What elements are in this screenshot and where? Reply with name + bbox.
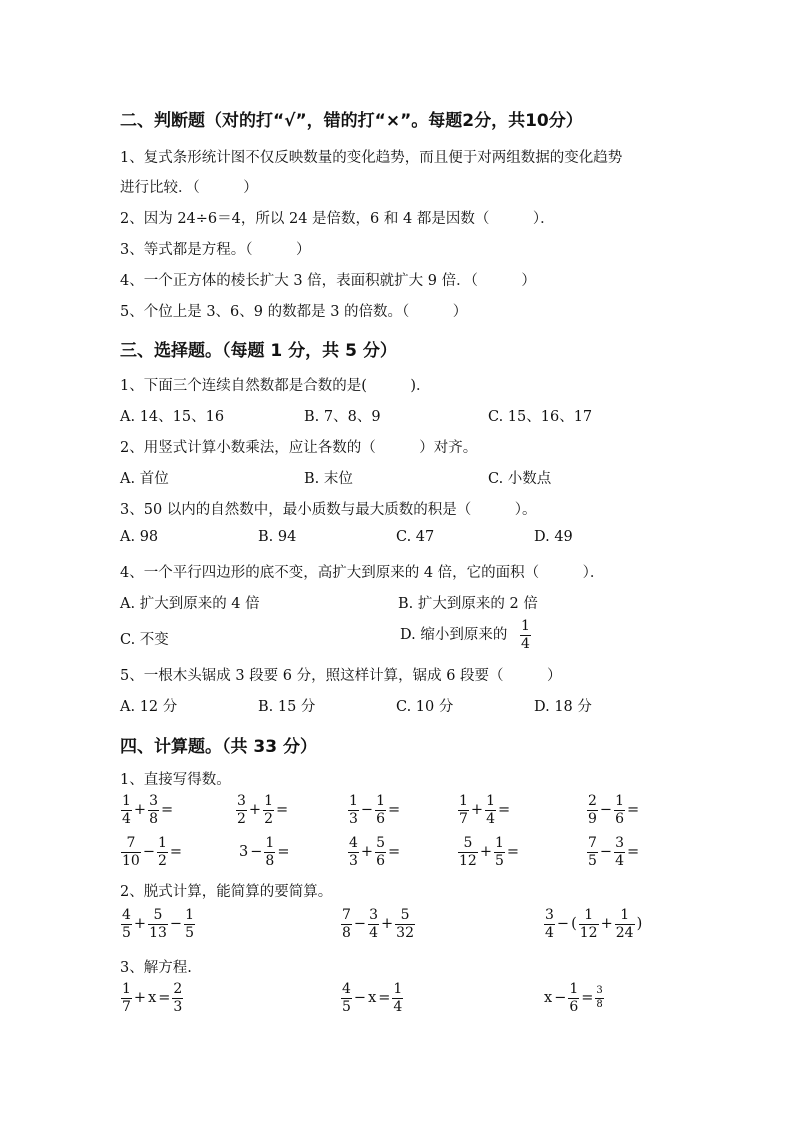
- choice-q3-c: C. 47: [396, 529, 435, 545]
- fraction: $\frac{7}{10}$: [122, 835, 140, 869]
- fraction: $\frac{1}{24}$: [615, 907, 634, 941]
- choice-q3: 3、50 以内的自然数中，最小质数与最大质数的积是（ ）。: [120, 502, 537, 518]
- fraction: $\frac{1}{12}$: [579, 907, 598, 941]
- fraction: $\frac{3}{4}$: [545, 907, 554, 941]
- fraction: $\frac{1}{7}$: [122, 981, 131, 1015]
- fraction: $\frac{2}{3}$: [173, 981, 183, 1015]
- equation-3: x − $\frac{1}{6}$ = $\frac{3}{8}$: [544, 981, 603, 1015]
- choice-q5: 5、一根木头锯成 3 段要 6 分，照这样计算，锯成 6 段要（ ）: [120, 668, 562, 684]
- choice-q4-d-text: D. 缩小到原来的: [400, 627, 508, 644]
- fraction: $\frac{1}{4}$: [122, 793, 131, 827]
- fraction: $\frac{3}{2}$: [237, 793, 246, 827]
- choice-q3-d: D. 49: [534, 529, 573, 545]
- fraction: $\frac{1}{4}$: [486, 793, 495, 827]
- choice-q1: 1、下面三个连续自然数都是合数的是( )．: [120, 378, 431, 394]
- fraction: $\frac{1}{7}$: [459, 793, 468, 827]
- fraction: $\frac{3}{4}$: [369, 907, 378, 941]
- fraction: $\frac{4}{5}$: [342, 981, 351, 1015]
- fraction: $\frac{2}{9}$: [588, 793, 597, 827]
- equation-2: $\frac{4}{5}$ − x = $\frac{1}{4}$: [342, 981, 403, 1015]
- choice-q2-b: B. 末位: [304, 471, 353, 487]
- section-2-title: 二、判断题（对的打“√”，错的打“×”。每题2分，共10分）: [120, 111, 583, 131]
- fraction: $\frac{1}{6}$: [376, 793, 385, 827]
- choice-q4: 4、一个平行四边形的底不变，高扩大到原来的 4 倍，它的面积（ ）．: [120, 565, 605, 581]
- fraction: $\frac{5}{13}$: [149, 907, 167, 941]
- judge-item-5: 5、个位上是 3、6、9 的数都是 3 的倍数。（ ）: [120, 304, 468, 320]
- expr-6: $\frac{7}{10}$ − $\frac{1}{2}$ =: [122, 835, 183, 869]
- section-4-title: 四、计算题。（共 33 分）: [120, 737, 317, 757]
- fraction: $\frac{3}{8}$: [596, 985, 603, 1010]
- expr-9: $\frac{5}{12}$ + $\frac{1}{5}$ =: [459, 835, 520, 869]
- fraction: $\frac{1}{8}$: [265, 835, 275, 869]
- expr-3: $\frac{1}{3}$ − $\frac{1}{6}$ =: [349, 793, 401, 827]
- calc-sub-2: 2、脱式计算，能简算的要简算。: [120, 884, 333, 900]
- fraction: $\frac{3}{4}$: [615, 835, 624, 869]
- choice-q1-c: C. 15、16、17: [488, 409, 593, 425]
- choice-q4-d: [400, 619, 532, 651]
- fraction: $\frac{4}{5}$: [122, 907, 131, 941]
- judge-item-3: 3、等式都是方程。（ ）: [120, 242, 311, 258]
- choice-q2-a: A. 首位: [120, 471, 169, 487]
- calc-sub-1: 1、直接写得数。: [120, 772, 231, 788]
- fraction: $\frac{5}{6}$: [376, 835, 385, 869]
- fraction: $\frac{1}{4}$: [520, 618, 530, 652]
- choice-q2-c: C. 小数点: [488, 471, 552, 487]
- fraction: $\frac{1}{3}$: [349, 793, 358, 827]
- choice-q4-a: A. 扩大到原来的 4 倍: [120, 596, 260, 612]
- fraction: $\frac{1}{6}$: [615, 793, 624, 827]
- fraction: $\frac{7}{8}$: [342, 907, 351, 941]
- section-3-title: 三、选择题。（每题 1 分，共 5 分）: [120, 341, 397, 361]
- simplify-3: $\frac{3}{4}$ − ( $\frac{1}{12}$ + $\frac{1}{24}$ ): [545, 907, 643, 941]
- fraction: $\frac{1}{5}$: [494, 835, 504, 869]
- judge-item-4: 4、一个正方体的棱长扩大 3 倍，表面积就扩大 9 倍．（ ）: [120, 273, 536, 289]
- simplify-2: $\frac{7}{8}$ − $\frac{3}{4}$ + $\frac{5}{32}$: [342, 907, 414, 941]
- fraction: $\frac{1}{2}$: [157, 835, 167, 869]
- equation-1: $\frac{1}{7}$ + x = $\frac{2}{3}$: [122, 981, 183, 1015]
- fraction: $\frac{4}{3}$: [349, 835, 358, 869]
- expr-1: $\frac{1}{4}$ + $\frac{3}{8}$ =: [122, 793, 174, 827]
- judge-item-1-cont: 进行比较．（ ）: [120, 180, 258, 196]
- fraction: $\frac{7}{5}$: [588, 835, 597, 869]
- choice-q5-b: B. 15 分: [258, 699, 316, 715]
- choice-q5-c: C. 10 分: [396, 699, 454, 715]
- choice-q3-a: A. 98: [120, 529, 159, 545]
- choice-q5-a: A. 12 分: [120, 699, 178, 715]
- fraction: $\frac{1}{5}$: [185, 907, 194, 941]
- choice-q1-b: B. 7、8、9: [304, 409, 381, 425]
- judge-item-1: 1、复式条形统计图不仅反映数量的变化趋势，而且便于对两组数据的变化趋势: [120, 150, 623, 166]
- simplify-1: $\frac{4}{5}$ + $\frac{5}{13}$ − $\frac{1}{5}$: [122, 907, 194, 941]
- choice-q4-b: B. 扩大到原来的 2 倍: [398, 596, 538, 612]
- expr-7: 3 − $\frac{1}{8}$ =: [239, 835, 290, 869]
- fraction: $\frac{5}{32}$: [396, 907, 414, 941]
- choice-q3-b: B. 94: [258, 529, 297, 545]
- calc-sub-3: 3、解方程.: [120, 960, 192, 976]
- fraction: $\frac{3}{8}$: [149, 793, 158, 827]
- fraction: $\frac{5}{12}$: [459, 835, 477, 869]
- fraction: $\frac{1}{4}$: [393, 981, 403, 1015]
- expr-10: $\frac{7}{5}$ − $\frac{3}{4}$ =: [588, 835, 640, 869]
- choice-q1-a: A. 14、15、16: [120, 409, 225, 425]
- choice-q4-c: C. 不变: [120, 632, 169, 648]
- expr-8: $\frac{4}{3}$ + $\frac{5}{6}$ =: [349, 835, 401, 869]
- judge-item-2: 2、因为 24÷6＝4，所以 24 是倍数，6 和 4 都是因数（ ）．: [120, 211, 555, 227]
- expr-4: $\frac{1}{7}$ + $\frac{1}{4}$ =: [459, 793, 511, 827]
- choice-q5-d: D. 18 分: [534, 699, 592, 715]
- fraction: $\frac{1}{2}$: [264, 793, 273, 827]
- expr-5: $\frac{2}{9}$ − $\frac{1}{6}$ =: [588, 793, 640, 827]
- expr-2: $\frac{3}{2}$ + $\frac{1}{2}$ =: [237, 793, 289, 827]
- choice-q2: 2、用竖式计算小数乘法，应让各数的（ ）对齐。: [120, 440, 478, 456]
- fraction: $\frac{1}{6}$: [569, 981, 579, 1015]
